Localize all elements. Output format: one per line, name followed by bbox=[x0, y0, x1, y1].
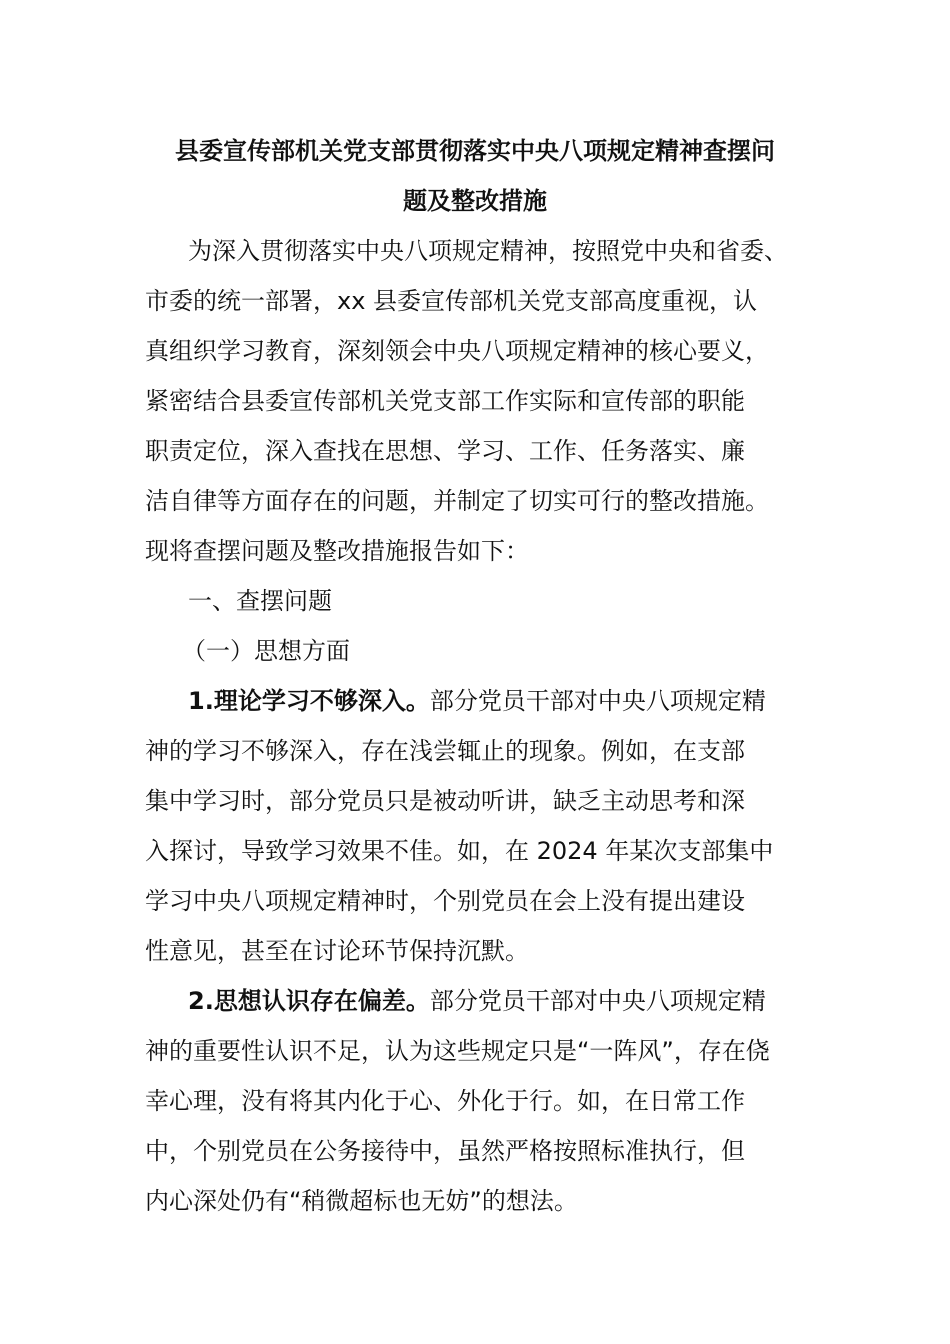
item2-line-4: 中，个别党员在公务接待中，虽然严格按照标准执行，但 bbox=[145, 1137, 745, 1165]
item2-line-5: 内心深处仍有“稍微超标也无妨”的想法。 bbox=[145, 1187, 578, 1215]
intro-line-2: 市委的统一部署，xx 县委宣传部机关党支部高度重视，认 bbox=[145, 287, 758, 315]
item2-line-3: 幸心理，没有将其内化于心、外化于行。如，在日常工作 bbox=[145, 1087, 745, 1115]
intro-line-7: 现将查摆问题及整改措施报告如下： bbox=[145, 537, 529, 565]
item2-line-2: 神的重要性认识不足，认为这些规定只是“一阵风”，存在侥 bbox=[145, 1037, 770, 1065]
item1-line-6: 性意见，甚至在讨论环节保持沉默。 bbox=[145, 937, 529, 965]
item2-heading: 2.思想认识存在偏差。 bbox=[188, 987, 430, 1015]
item1-line-2: 神的学习不够深入，存在浅尝辄止的现象。例如，在支部 bbox=[145, 737, 745, 765]
item1-line-5: 学习中央八项规定精神时，个别党员在会上没有提出建设 bbox=[145, 887, 745, 915]
item1-first-text: 部分党员干部对中央八项规定精 bbox=[429, 687, 766, 715]
document-title-line-1: 县委宣传部机关党支部贯彻落实中央八项规定精神查摆问 bbox=[175, 137, 775, 165]
intro-line-6: 洁自律等方面存在的问题，并制定了切实可行的整改措施。 bbox=[145, 487, 769, 515]
intro-line-1: 为深入贯彻落实中央八项规定精神，按照党中央和省委、 bbox=[188, 237, 788, 265]
item1-line-4: 入探讨，导致学习效果不佳。如，在 2024 年某次支部集中 bbox=[145, 837, 774, 865]
intro-line-4: 紧密结合县委宣传部机关党支部工作实际和宣传部的职能 bbox=[145, 387, 745, 415]
subsection-heading: （一）思想方面 bbox=[182, 637, 350, 665]
item2-first-line bbox=[188, 986, 766, 1016]
document-title-line-2: 题及整改措施 bbox=[403, 187, 547, 215]
item1-heading: 1.理论学习不够深入。 bbox=[188, 687, 430, 715]
section-heading: 一、查摆问题 bbox=[188, 587, 332, 615]
item2-first-text: 部分党员干部对中央八项规定精 bbox=[429, 987, 766, 1015]
intro-line-5: 职责定位，深入查找在思想、学习、工作、任务落实、廉 bbox=[145, 437, 745, 465]
item1-line-3: 集中学习时，部分党员只是被动听讲，缺乏主动思考和深 bbox=[145, 787, 745, 815]
item1-first-line bbox=[188, 686, 766, 716]
intro-line-3: 真组织学习教育，深刻领会中央八项规定精神的核心要义， bbox=[145, 337, 769, 365]
